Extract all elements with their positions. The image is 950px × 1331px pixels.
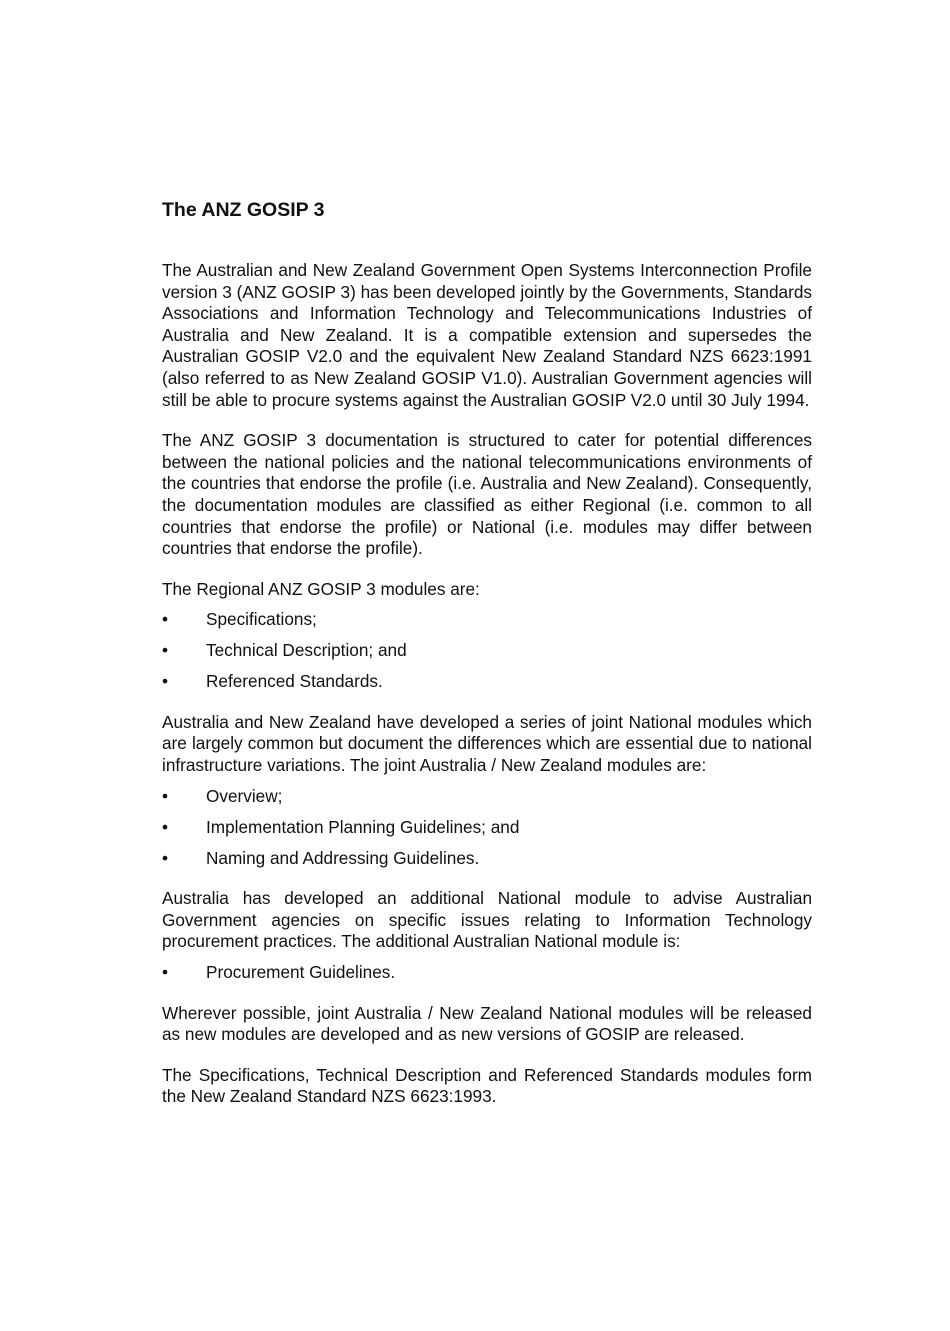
list-item bbox=[162, 609, 812, 631]
list-item bbox=[162, 817, 812, 839]
list-item-text: Procurement Guidelines. bbox=[206, 962, 396, 982]
bullet-icon: • bbox=[162, 847, 169, 868]
bullet-icon: • bbox=[162, 640, 169, 661]
paragraph-standard: The Specifications, Technical Description and Referenced Standards modules form the New Zealand Standard NZS 6623:1993. bbox=[162, 1064, 812, 1107]
bullet-icon: • bbox=[162, 785, 169, 806]
list-item bbox=[162, 962, 812, 984]
list-item bbox=[162, 640, 812, 662]
bullet-icon: • bbox=[162, 816, 169, 837]
list-item-text: Implementation Planning Guidelines; and bbox=[206, 816, 520, 837]
bullet-icon: • bbox=[162, 671, 169, 692]
list-item-text: Referenced Standards. bbox=[206, 671, 383, 692]
paragraph-joint-intro: Australia and New Zealand have developed a series of joint National modules which are largely common but document the differences which are essential due to national infrastructure variations. The joint Australia / New Zealand modules are: bbox=[162, 711, 812, 776]
australian-modules-list bbox=[162, 962, 812, 984]
list-item-text: Overview; bbox=[206, 785, 283, 806]
regional-modules-list bbox=[162, 609, 812, 693]
paragraph-regional-intro: The Regional ANZ GOSIP 3 modules are: bbox=[162, 578, 480, 599]
list-item bbox=[162, 786, 812, 808]
list-item-text: Technical Description; and bbox=[206, 640, 407, 661]
list-item-text: Naming and Addressing Guidelines. bbox=[206, 847, 480, 868]
paragraph-release: Wherever possible, joint Australia / New Zealand National modules will be released as new modules are developed and as new versions of GOSIP are released. bbox=[162, 1002, 812, 1045]
paragraph-australian-intro: Australia has developed an additional National module to advise Australian Government agencies on specific issues relating to Information Technology procurement practices. The additional Australian National module is: bbox=[162, 888, 812, 952]
bullet-icon: • bbox=[162, 609, 169, 630]
list-item bbox=[162, 671, 812, 693]
list-item-text: Specifications; bbox=[206, 609, 317, 630]
joint-modules-list bbox=[162, 786, 812, 870]
paragraph-structure: The ANZ GOSIP 3 documentation is structured to cater for potential differences between the national policies and the national telecommunications environments of the countries that endorse the profile (i.e. Australia and New Zealand). Consequently, the documentation modules are classified as either Regional (i.e. common to all countries that endorse the profile) or National (i.e. modules may differ between countries that endorse the profile). bbox=[162, 430, 812, 559]
bullet-icon: • bbox=[162, 962, 169, 982]
document-body bbox=[162, 197, 812, 1127]
page-title: The ANZ GOSIP 3 bbox=[162, 199, 325, 221]
list-item bbox=[162, 848, 812, 870]
paragraph-intro: The Australian and New Zealand Government Open Systems Interconnection Profile version 3 (ANZ GOSIP 3) has been developed jointly by the Governments, Standards Associations and Information Technology and Telecommunications Industries of Australia and New Zealand. It is a compatible extension and supersedes the Australian GOSIP V2.0 and the equivalent New Zealand Standard NZS 6623:1991 (also referred to as New Zealand GOSIP V1.0). Australian Government agencies will still be able to procure systems against the Australian GOSIP V2.0 until 30 July 1994. bbox=[162, 260, 812, 410]
